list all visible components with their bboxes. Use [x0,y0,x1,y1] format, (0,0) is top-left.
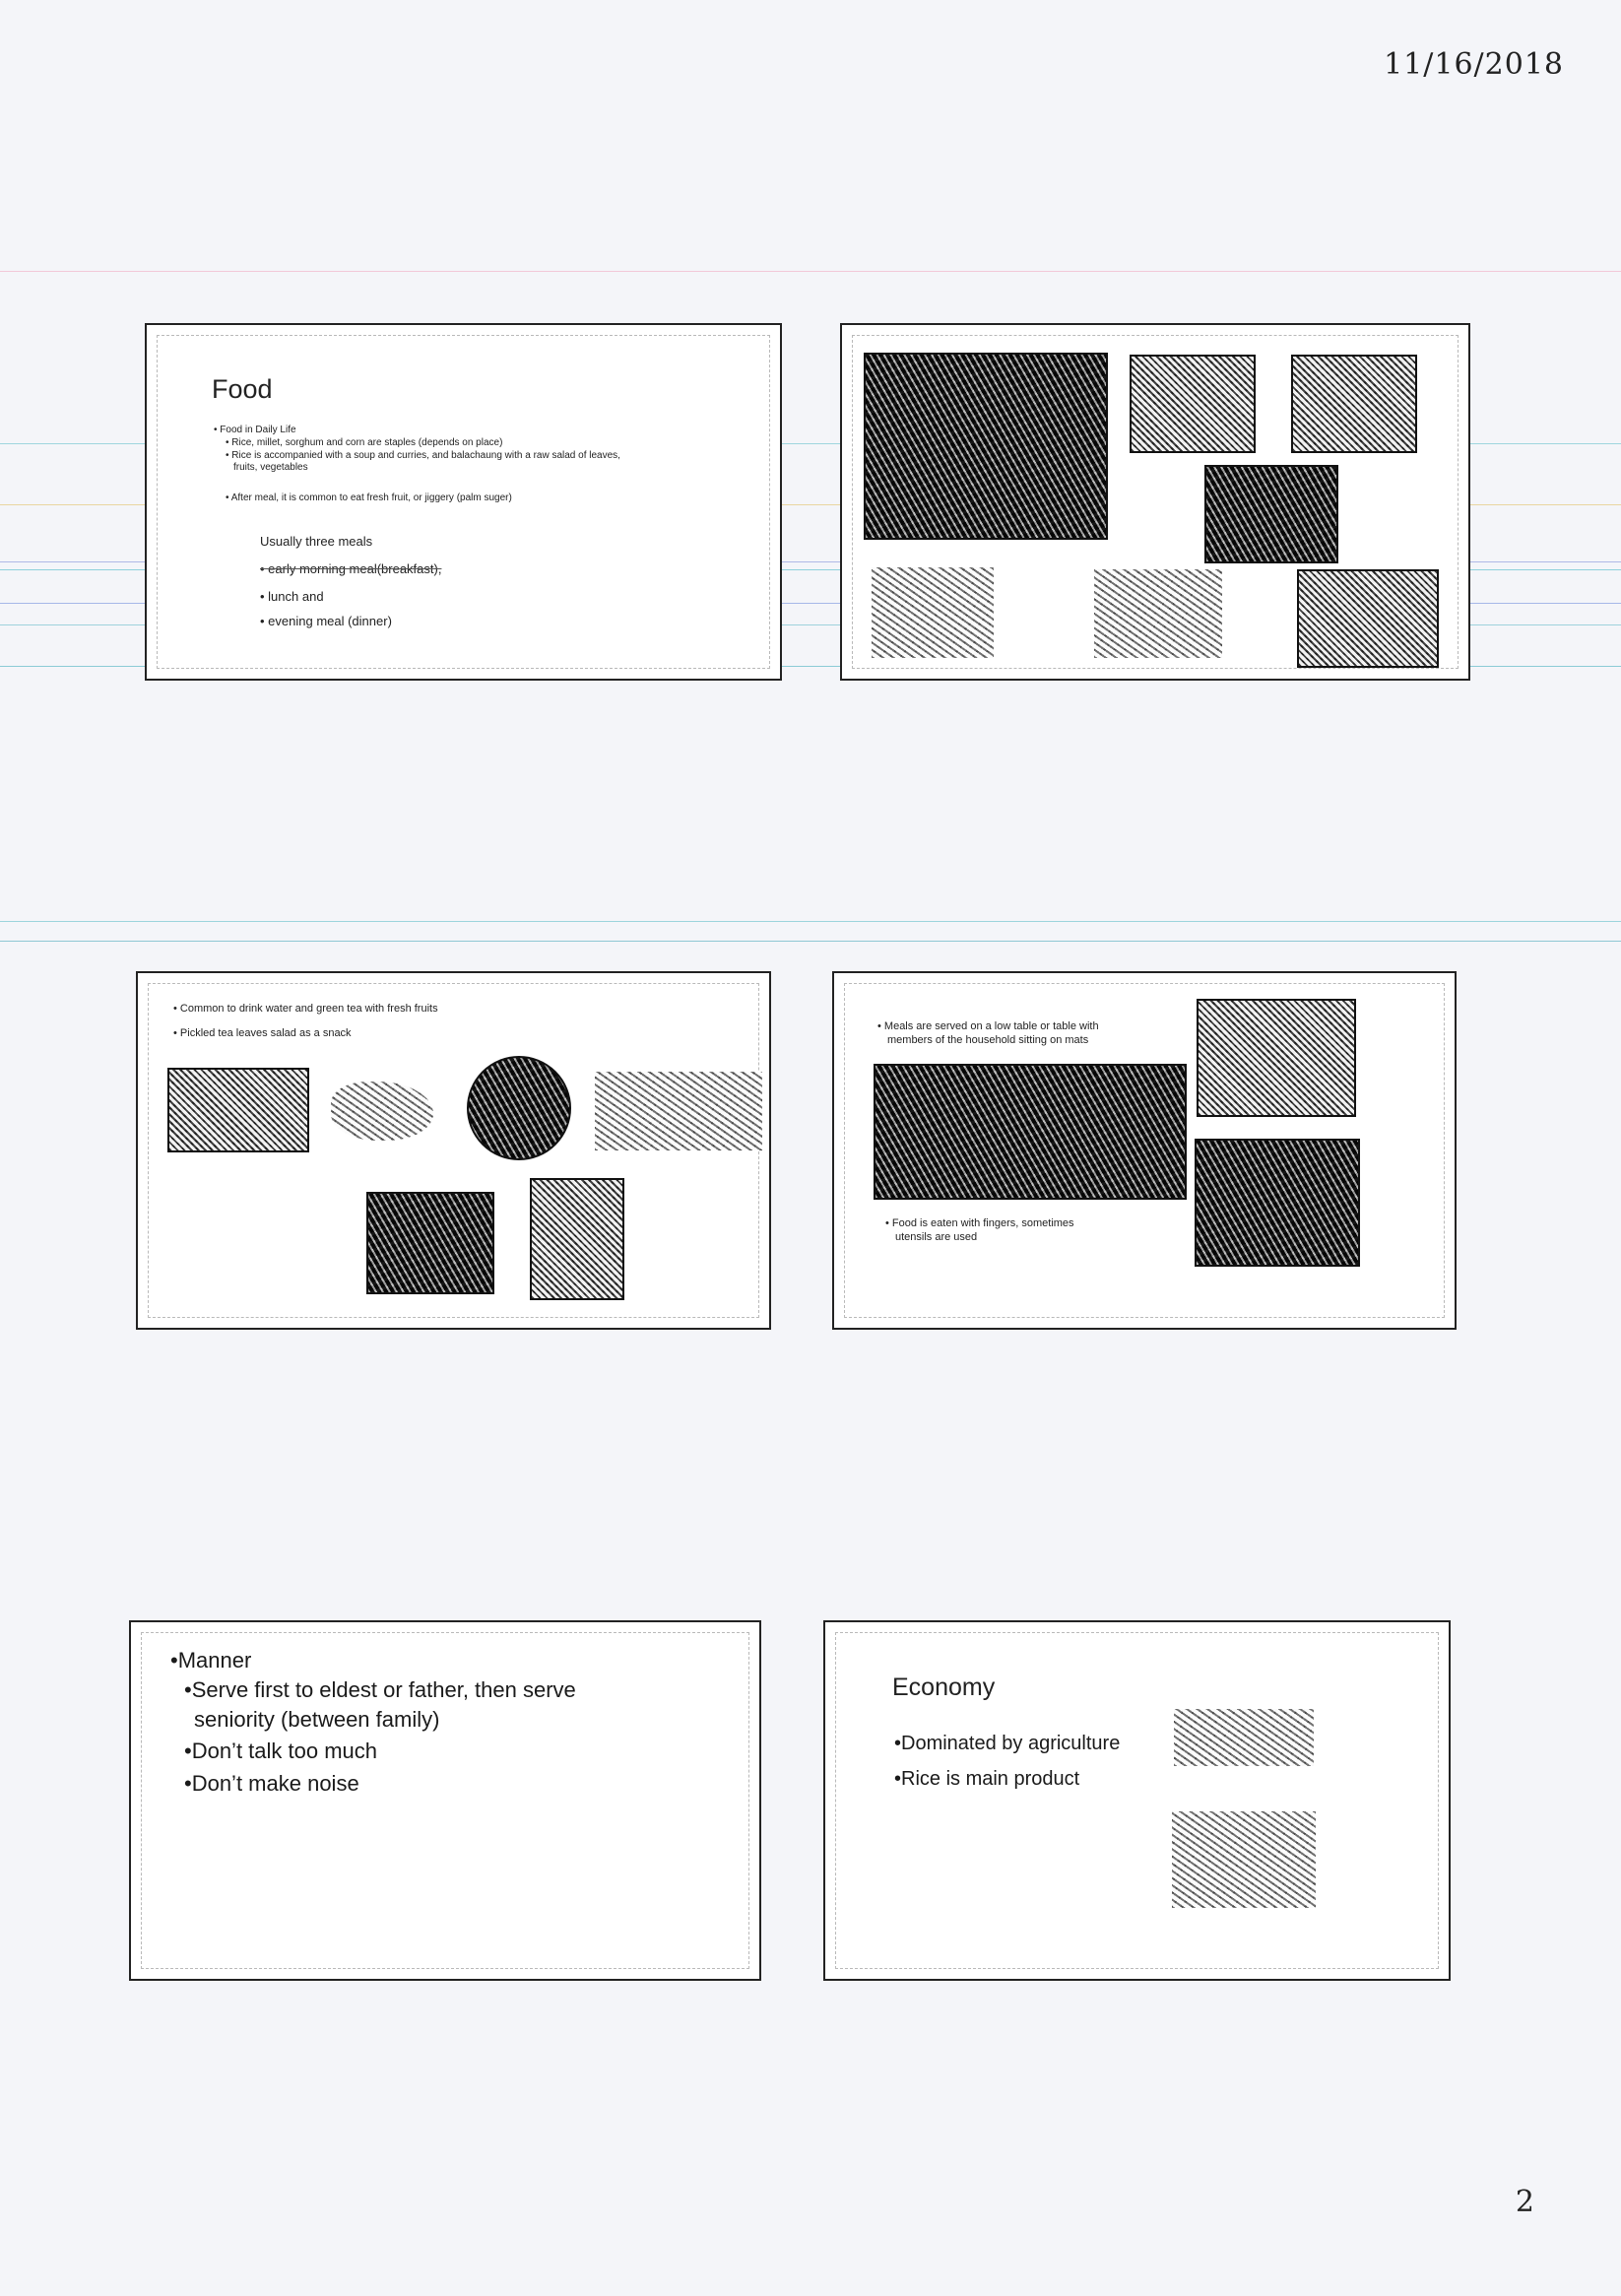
slide-food [145,323,782,681]
meal-item: • lunch and [260,589,324,604]
tea-leaf-photo [366,1192,494,1294]
bullet-text: members of the household sitting on mats [887,1034,1089,1046]
food-photo [1297,569,1439,668]
food-photo [1094,569,1222,658]
slide-manner [129,1620,761,1981]
food-photo [1130,355,1256,453]
manner-line: •Manner [170,1648,252,1673]
bullet-text: • Common to drink water and green tea with fresh fruits [173,1003,438,1015]
scan-line [0,941,1621,942]
slide-economy [823,1620,1451,1981]
meal-photo [874,1064,1187,1200]
slide-title: Food [212,374,273,404]
slide-drinks [136,971,771,1330]
bullet-text: • Rice is accompanied with a soup and curries, and balachaung with a raw salad of leaves, [226,450,620,461]
manner-line: •Serve first to eldest or father, then serve [184,1677,576,1702]
bullet-text: • Rice, millet, sorghum and corn are staples (depends on place) [226,437,503,448]
manner-line: seniority (between family) [194,1707,440,1732]
food-photo [864,353,1108,540]
bullet-text: • Food in Daily Life [214,425,296,435]
food-photo [872,567,994,658]
food-photo [1204,465,1338,563]
bullet-text: • Pickled tea leaves salad as a snack [173,1027,352,1039]
food-photo [1291,355,1417,453]
manner-line: •Don’t make noise [184,1771,359,1796]
bullet-text: • After meal, it is common to eat fresh fruit, or jiggery (palm suger) [226,492,512,503]
scan-line [0,921,1621,922]
print-date: 11/16/2018 [1384,47,1564,82]
meal-photo [1197,999,1356,1117]
manner-line: •Don’t talk too much [184,1738,378,1763]
rice-grain-photo [1172,1811,1316,1908]
meal-photo [1195,1139,1360,1267]
rice-field-photo [1174,1709,1314,1766]
slide-title: Economy [892,1673,996,1701]
slide-meals-served [832,971,1457,1330]
meals-heading: Usually three meals [260,534,373,549]
bullet-text: utensils are used [895,1231,978,1243]
bullet-text: •Dominated by agriculture [894,1733,1121,1754]
tea-leaf-photo [167,1068,309,1152]
tea-leaf-photo [467,1056,571,1160]
scan-line [0,271,1621,272]
bullet-text: • Meals are served on a low table or table with [877,1020,1099,1032]
tea-leaf-photo [530,1178,624,1300]
meal-item: • early morning meal(breakfast), [260,561,442,576]
tea-leaf-photo [595,1072,762,1150]
bullet-text: • Food is eaten with fingers, sometimes [885,1217,1074,1229]
slide-food-photos [840,323,1470,681]
bullet-text: •Rice is main product [894,1768,1080,1790]
meal-item: • evening meal (dinner) [260,614,392,628]
page-number: 2 [1515,2185,1534,2219]
bullet-text: fruits, vegetables [233,462,308,473]
